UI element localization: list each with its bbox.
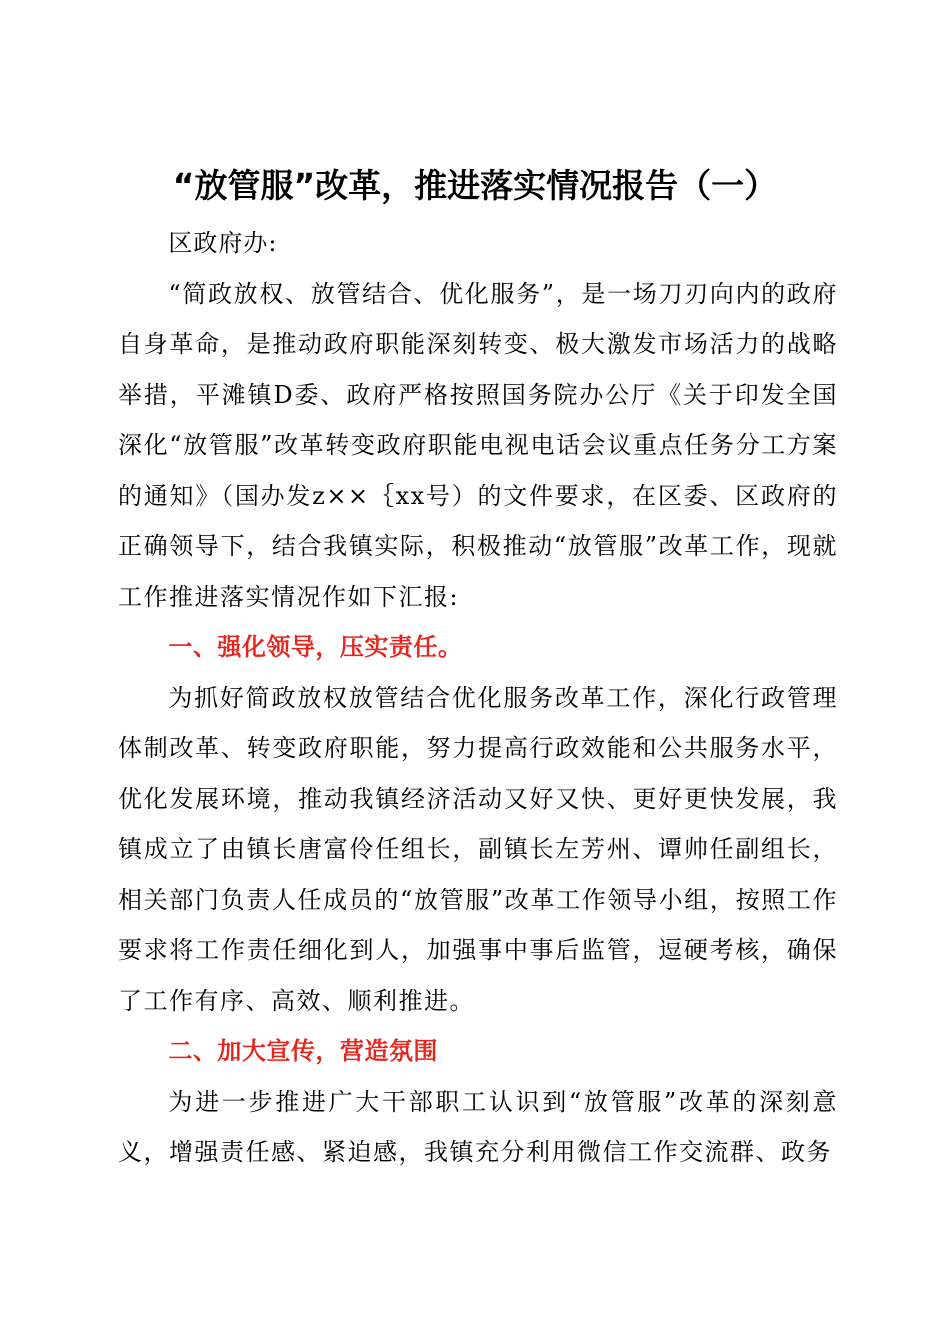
document-title: “放管服”改革，推进落实情况报告（一）: [172, 166, 778, 205]
section-body-1: 为抓好简政放权放管结合优化服务改革工作，深化行政管理体制改革、转变政府职能，努力提高行政效能和公共服务水平，优化发展环境，推动我镇经济活动又好又快、更好更快发展，我镇成立了由镇长唐富伶任组长，副镇长左芳州、谭帅任副组长，相关部门负责人任成员的“放管服”改革工作领导小组，按照工作要求将工作责任细化到人，加强事中事后监管，逗硬考核，确保了工作有序、高效、顺利推进。: [118, 683, 838, 1015]
section-heading-2: 二、加大宣传，营造氛围: [168, 1037, 438, 1065]
salutation: 区政府办:: [168, 229, 278, 257]
section-heading-1: 一、强化领导，压实责任。: [168, 633, 463, 661]
document-body: [118, 218, 838, 1178]
intro-paragraph: “简政放权、放管结合、优化服务”，是一场刀刃向内的政府自身革命，是推动政府职能深刻转变、极大激发市场活力的战略举措，平滩镇D委、政府严格按照国务院办公厅《关于印发全国深化“放管服”改革转变政府职能电视电话会议重点任务分工方案的通知》（国办发z××｛xx号）的文件要求，在区委、区政府的正确领导下，结合我镇实际，积极推动“放管服”改革工作，现就工作推进落实情况作如下汇报:: [118, 279, 838, 611]
section-body-2: 为进一步推进广大干部职工认识到“放管服”改革的深刻意义，增强责任感、紧迫感，我镇充分利用微信工作交流群、政务: [118, 1087, 838, 1166]
